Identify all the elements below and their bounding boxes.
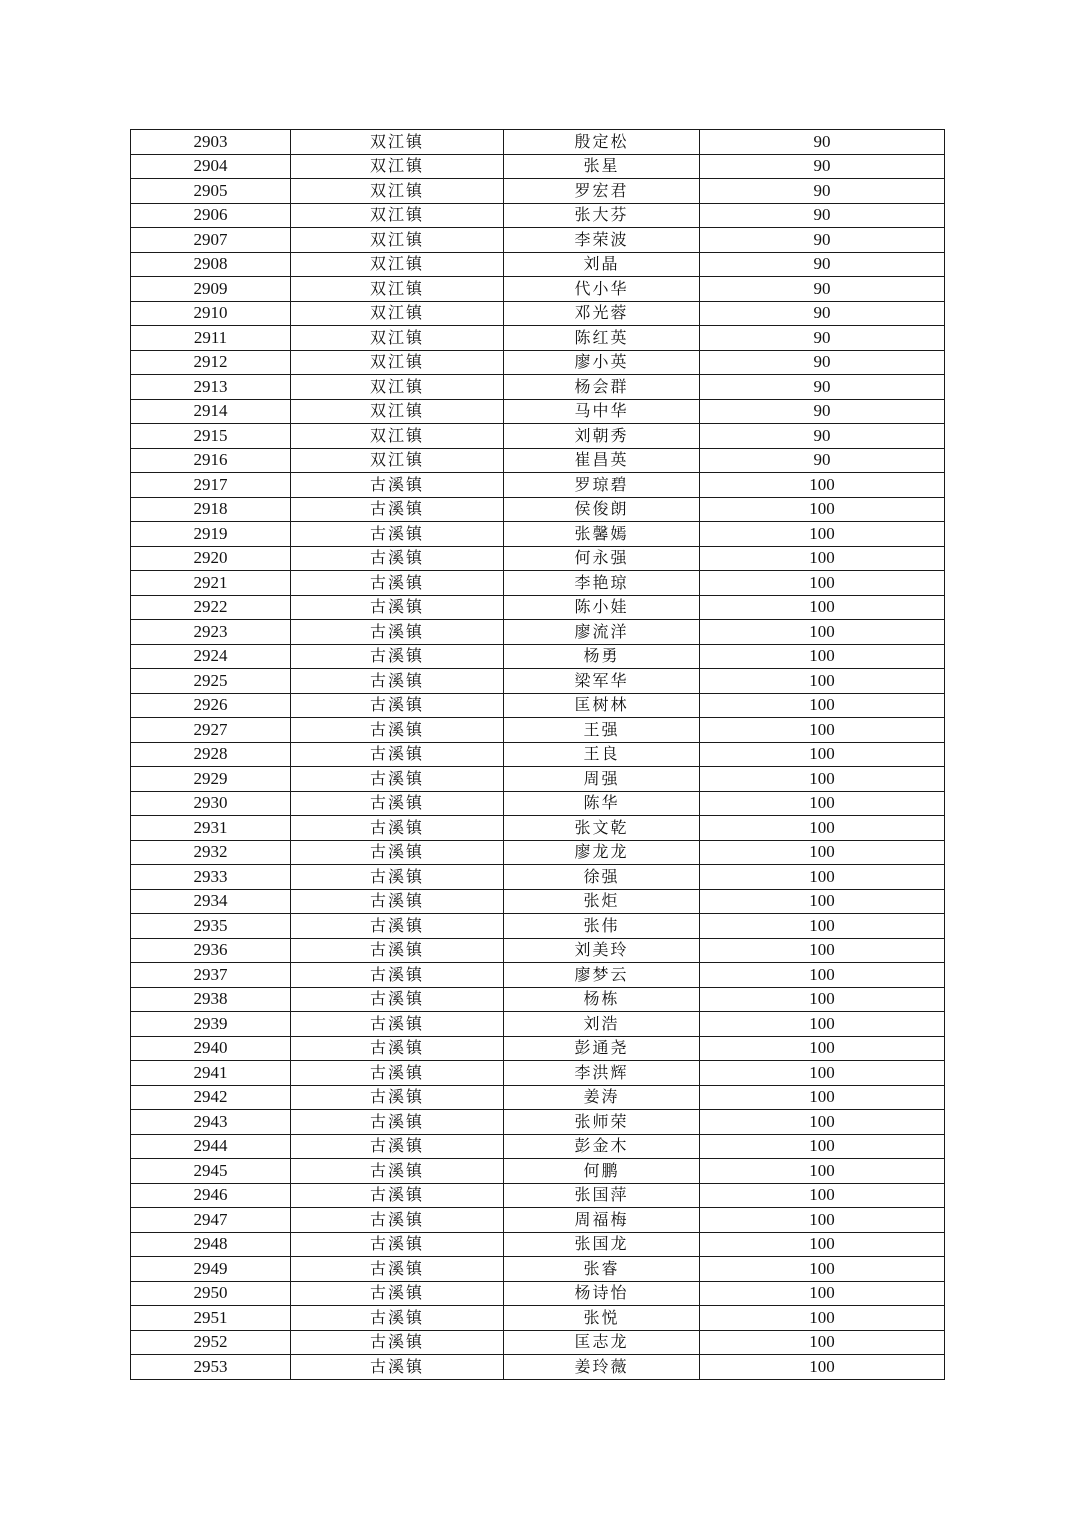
table-row [131, 1061, 945, 1086]
row-number-cell: 2916 [131, 448, 291, 473]
town-cell: 古溪镇 [291, 1281, 504, 1306]
name-cell: 杨栋 [504, 987, 700, 1012]
roster-table [130, 129, 945, 1380]
town-cell: 古溪镇 [291, 718, 504, 743]
amount-cell: 100 [700, 1355, 945, 1380]
amount-cell: 100 [700, 1281, 945, 1306]
name-cell: 张悦 [504, 1306, 700, 1331]
name-cell: 张馨嫣 [504, 522, 700, 547]
row-number-cell: 2934 [131, 889, 291, 914]
name-cell: 廖流洋 [504, 620, 700, 645]
row-number-cell: 2918 [131, 497, 291, 522]
name-cell: 张文乾 [504, 816, 700, 841]
name-cell: 姜涛 [504, 1085, 700, 1110]
row-number-cell: 2907 [131, 228, 291, 253]
amount-cell: 100 [700, 742, 945, 767]
row-number-cell: 2908 [131, 252, 291, 277]
name-cell: 王强 [504, 718, 700, 743]
town-cell: 古溪镇 [291, 669, 504, 694]
amount-cell: 100 [700, 840, 945, 865]
table-row [131, 1257, 945, 1282]
row-number-cell: 2948 [131, 1232, 291, 1257]
name-cell: 崔昌英 [504, 448, 700, 473]
name-cell: 张国萍 [504, 1183, 700, 1208]
table-row [131, 1110, 945, 1135]
town-cell: 古溪镇 [291, 1036, 504, 1061]
table-row [131, 840, 945, 865]
town-cell: 古溪镇 [291, 742, 504, 767]
name-cell: 姜玲薇 [504, 1355, 700, 1380]
amount-cell: 100 [700, 571, 945, 596]
row-number-cell: 2926 [131, 693, 291, 718]
row-number-cell: 2937 [131, 963, 291, 988]
amount-cell: 90 [700, 375, 945, 400]
name-cell: 杨会群 [504, 375, 700, 400]
table-row [131, 816, 945, 841]
row-number-cell: 2928 [131, 742, 291, 767]
row-number-cell: 2945 [131, 1159, 291, 1184]
town-cell: 古溪镇 [291, 1061, 504, 1086]
amount-cell: 90 [700, 448, 945, 473]
town-cell: 古溪镇 [291, 497, 504, 522]
name-cell: 邓光蓉 [504, 301, 700, 326]
town-cell: 古溪镇 [291, 644, 504, 669]
town-cell: 古溪镇 [291, 865, 504, 890]
name-cell: 匡志龙 [504, 1330, 700, 1355]
table-row [131, 767, 945, 792]
town-cell: 双江镇 [291, 350, 504, 375]
amount-cell: 100 [700, 595, 945, 620]
name-cell: 刘浩 [504, 1012, 700, 1037]
table-row [131, 1208, 945, 1233]
table-row [131, 1134, 945, 1159]
row-number-cell: 2906 [131, 203, 291, 228]
row-number-cell: 2927 [131, 718, 291, 743]
amount-cell: 100 [700, 987, 945, 1012]
town-cell: 双江镇 [291, 130, 504, 155]
amount-cell: 100 [700, 1183, 945, 1208]
town-cell: 古溪镇 [291, 1183, 504, 1208]
name-cell: 陈小娃 [504, 595, 700, 620]
amount-cell: 100 [700, 767, 945, 792]
table-row [131, 350, 945, 375]
table-row [131, 1085, 945, 1110]
table-row [131, 1232, 945, 1257]
row-number-cell: 2938 [131, 987, 291, 1012]
town-cell: 古溪镇 [291, 791, 504, 816]
town-cell: 古溪镇 [291, 767, 504, 792]
table-row [131, 938, 945, 963]
row-number-cell: 2923 [131, 620, 291, 645]
row-number-cell: 2943 [131, 1110, 291, 1135]
town-cell: 古溪镇 [291, 840, 504, 865]
row-number-cell: 2941 [131, 1061, 291, 1086]
town-cell: 古溪镇 [291, 473, 504, 498]
table-row [131, 399, 945, 424]
town-cell: 古溪镇 [291, 1012, 504, 1037]
row-number-cell: 2913 [131, 375, 291, 400]
amount-cell: 90 [700, 252, 945, 277]
table-row [131, 522, 945, 547]
table-row [131, 595, 945, 620]
town-cell: 双江镇 [291, 277, 504, 302]
amount-cell: 100 [700, 1257, 945, 1282]
amount-cell: 90 [700, 154, 945, 179]
row-number-cell: 2919 [131, 522, 291, 547]
amount-cell: 100 [700, 718, 945, 743]
name-cell: 罗琼碧 [504, 473, 700, 498]
amount-cell: 100 [700, 1330, 945, 1355]
name-cell: 陈红英 [504, 326, 700, 351]
town-cell: 双江镇 [291, 326, 504, 351]
row-number-cell: 2924 [131, 644, 291, 669]
town-cell: 古溪镇 [291, 938, 504, 963]
row-number-cell: 2929 [131, 767, 291, 792]
table-row [131, 424, 945, 449]
table-row [131, 718, 945, 743]
table-row [131, 228, 945, 253]
row-number-cell: 2944 [131, 1134, 291, 1159]
row-number-cell: 2935 [131, 914, 291, 939]
table-row [131, 277, 945, 302]
amount-cell: 100 [700, 620, 945, 645]
town-cell: 双江镇 [291, 228, 504, 253]
row-number-cell: 2947 [131, 1208, 291, 1233]
table-row [131, 791, 945, 816]
amount-cell: 90 [700, 228, 945, 253]
row-number-cell: 2911 [131, 326, 291, 351]
table-row [131, 571, 945, 596]
name-cell: 廖龙龙 [504, 840, 700, 865]
table-row [131, 1281, 945, 1306]
row-number-cell: 2940 [131, 1036, 291, 1061]
row-number-cell: 2936 [131, 938, 291, 963]
amount-cell: 100 [700, 473, 945, 498]
table-row [131, 1012, 945, 1037]
name-cell: 马中华 [504, 399, 700, 424]
name-cell: 何鹏 [504, 1159, 700, 1184]
table-row [131, 1036, 945, 1061]
row-number-cell: 2939 [131, 1012, 291, 1037]
table-row [131, 473, 945, 498]
row-number-cell: 2917 [131, 473, 291, 498]
town-cell: 古溪镇 [291, 987, 504, 1012]
town-cell: 古溪镇 [291, 1232, 504, 1257]
town-cell: 双江镇 [291, 301, 504, 326]
name-cell: 匡树林 [504, 693, 700, 718]
name-cell: 彭金木 [504, 1134, 700, 1159]
amount-cell: 100 [700, 963, 945, 988]
table-row [131, 1183, 945, 1208]
amount-cell: 100 [700, 693, 945, 718]
table-row [131, 669, 945, 694]
town-cell: 古溪镇 [291, 1330, 504, 1355]
town-cell: 古溪镇 [291, 1208, 504, 1233]
row-number-cell: 2925 [131, 669, 291, 694]
amount-cell: 100 [700, 1208, 945, 1233]
row-number-cell: 2903 [131, 130, 291, 155]
table-row [131, 1355, 945, 1380]
row-number-cell: 2946 [131, 1183, 291, 1208]
row-number-cell: 2904 [131, 154, 291, 179]
town-cell: 古溪镇 [291, 522, 504, 547]
name-cell: 李荣波 [504, 228, 700, 253]
amount-cell: 100 [700, 1110, 945, 1135]
amount-cell: 100 [700, 1134, 945, 1159]
town-cell: 古溪镇 [291, 816, 504, 841]
table-row [131, 865, 945, 890]
name-cell: 刘朝秀 [504, 424, 700, 449]
amount-cell: 90 [700, 301, 945, 326]
name-cell: 周强 [504, 767, 700, 792]
table-row [131, 130, 945, 155]
amount-cell: 90 [700, 424, 945, 449]
amount-cell: 90 [700, 326, 945, 351]
amount-cell: 90 [700, 179, 945, 204]
amount-cell: 100 [700, 644, 945, 669]
amount-cell: 90 [700, 203, 945, 228]
row-number-cell: 2951 [131, 1306, 291, 1331]
amount-cell: 90 [700, 350, 945, 375]
name-cell: 张国龙 [504, 1232, 700, 1257]
amount-cell: 100 [700, 865, 945, 890]
table-row [131, 1330, 945, 1355]
row-number-cell: 2920 [131, 546, 291, 571]
row-number-cell: 2905 [131, 179, 291, 204]
name-cell: 周福梅 [504, 1208, 700, 1233]
town-cell: 双江镇 [291, 399, 504, 424]
town-cell: 双江镇 [291, 375, 504, 400]
name-cell: 张炬 [504, 889, 700, 914]
town-cell: 古溪镇 [291, 620, 504, 645]
amount-cell: 100 [700, 497, 945, 522]
name-cell: 张伟 [504, 914, 700, 939]
row-number-cell: 2930 [131, 791, 291, 816]
row-number-cell: 2909 [131, 277, 291, 302]
town-cell: 双江镇 [291, 448, 504, 473]
amount-cell: 100 [700, 1012, 945, 1037]
table-row [131, 546, 945, 571]
amount-cell: 100 [700, 1232, 945, 1257]
name-cell: 罗宏君 [504, 179, 700, 204]
name-cell: 梁军华 [504, 669, 700, 694]
row-number-cell: 2914 [131, 399, 291, 424]
amount-cell: 90 [700, 399, 945, 424]
table-row [131, 375, 945, 400]
name-cell: 何永强 [504, 546, 700, 571]
amount-cell: 100 [700, 669, 945, 694]
amount-cell: 100 [700, 1306, 945, 1331]
row-number-cell: 2950 [131, 1281, 291, 1306]
row-number-cell: 2949 [131, 1257, 291, 1282]
table-row [131, 693, 945, 718]
table-row [131, 1159, 945, 1184]
row-number-cell: 2931 [131, 816, 291, 841]
name-cell: 徐强 [504, 865, 700, 890]
name-cell: 彭通尧 [504, 1036, 700, 1061]
name-cell: 张睿 [504, 1257, 700, 1282]
row-number-cell: 2915 [131, 424, 291, 449]
amount-cell: 100 [700, 889, 945, 914]
town-cell: 古溪镇 [291, 1355, 504, 1380]
row-number-cell: 2942 [131, 1085, 291, 1110]
row-number-cell: 2912 [131, 350, 291, 375]
row-number-cell: 2932 [131, 840, 291, 865]
town-cell: 古溪镇 [291, 1085, 504, 1110]
roster-table-body [131, 130, 945, 1380]
table-row [131, 179, 945, 204]
table-row [131, 889, 945, 914]
table-row [131, 154, 945, 179]
table-row [131, 742, 945, 767]
name-cell: 廖梦云 [504, 963, 700, 988]
name-cell: 廖小英 [504, 350, 700, 375]
table-row [131, 644, 945, 669]
table-row [131, 252, 945, 277]
name-cell: 侯俊朗 [504, 497, 700, 522]
name-cell: 张师荣 [504, 1110, 700, 1135]
row-number-cell: 2910 [131, 301, 291, 326]
table-row [131, 203, 945, 228]
town-cell: 双江镇 [291, 252, 504, 277]
table-row [131, 620, 945, 645]
amount-cell: 100 [700, 791, 945, 816]
town-cell: 古溪镇 [291, 1134, 504, 1159]
name-cell: 张星 [504, 154, 700, 179]
amount-cell: 100 [700, 1061, 945, 1086]
name-cell: 李艳琼 [504, 571, 700, 596]
town-cell: 古溪镇 [291, 693, 504, 718]
amount-cell: 100 [700, 1159, 945, 1184]
table-row [131, 987, 945, 1012]
amount-cell: 90 [700, 130, 945, 155]
table-row [131, 448, 945, 473]
town-cell: 古溪镇 [291, 963, 504, 988]
table-row [131, 963, 945, 988]
town-cell: 古溪镇 [291, 571, 504, 596]
town-cell: 古溪镇 [291, 1110, 504, 1135]
amount-cell: 100 [700, 914, 945, 939]
row-number-cell: 2952 [131, 1330, 291, 1355]
name-cell: 杨诗怡 [504, 1281, 700, 1306]
amount-cell: 100 [700, 816, 945, 841]
town-cell: 双江镇 [291, 203, 504, 228]
amount-cell: 100 [700, 938, 945, 963]
name-cell: 杨勇 [504, 644, 700, 669]
table-row [131, 301, 945, 326]
town-cell: 古溪镇 [291, 889, 504, 914]
town-cell: 双江镇 [291, 154, 504, 179]
town-cell: 双江镇 [291, 179, 504, 204]
table-row [131, 497, 945, 522]
row-number-cell: 2921 [131, 571, 291, 596]
amount-cell: 100 [700, 522, 945, 547]
amount-cell: 100 [700, 546, 945, 571]
amount-cell: 100 [700, 1085, 945, 1110]
name-cell: 王良 [504, 742, 700, 767]
row-number-cell: 2922 [131, 595, 291, 620]
table-row [131, 1306, 945, 1331]
row-number-cell: 2953 [131, 1355, 291, 1380]
town-cell: 古溪镇 [291, 1159, 504, 1184]
amount-cell: 90 [700, 277, 945, 302]
town-cell: 古溪镇 [291, 1306, 504, 1331]
town-cell: 双江镇 [291, 424, 504, 449]
town-cell: 古溪镇 [291, 595, 504, 620]
name-cell: 张大芬 [504, 203, 700, 228]
table-row [131, 326, 945, 351]
name-cell: 陈华 [504, 791, 700, 816]
town-cell: 古溪镇 [291, 914, 504, 939]
name-cell: 刘美玲 [504, 938, 700, 963]
name-cell: 刘晶 [504, 252, 700, 277]
row-number-cell: 2933 [131, 865, 291, 890]
town-cell: 古溪镇 [291, 546, 504, 571]
town-cell: 古溪镇 [291, 1257, 504, 1282]
name-cell: 殷定松 [504, 130, 700, 155]
name-cell: 李洪辉 [504, 1061, 700, 1086]
table-row [131, 914, 945, 939]
name-cell: 代小华 [504, 277, 700, 302]
amount-cell: 100 [700, 1036, 945, 1061]
